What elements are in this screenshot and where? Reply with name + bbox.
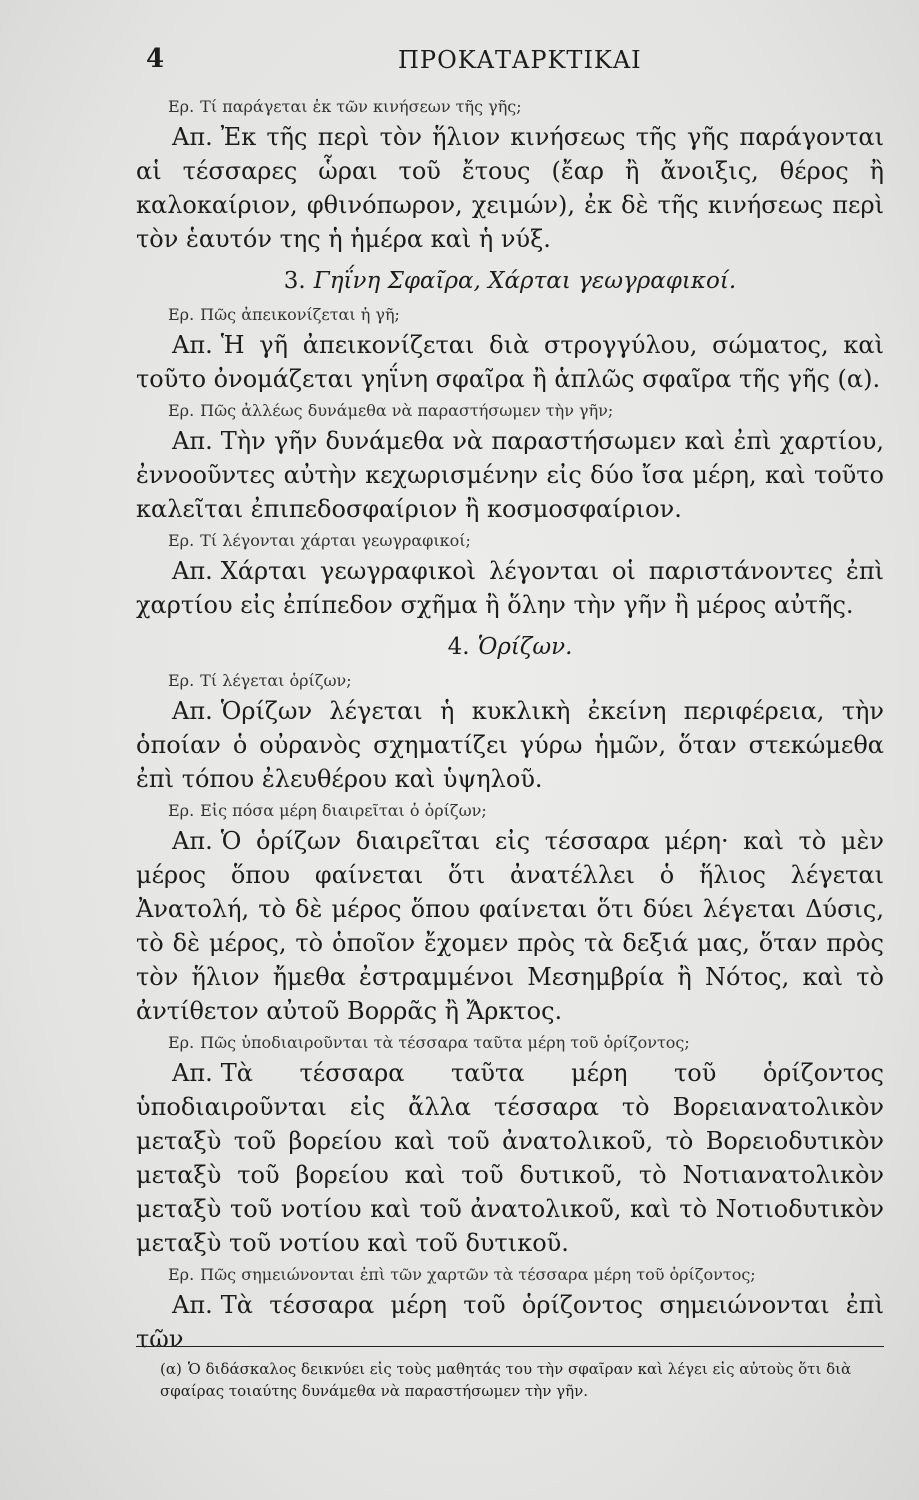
running-head: ΠΡΟΚΑΤΑΡΚΤΙΚΑΙ	[398, 46, 642, 74]
footnote-rule	[136, 1346, 884, 1347]
question-label: Ερ.	[168, 801, 195, 820]
question	[168, 530, 884, 552]
question	[168, 400, 884, 422]
question-text: Πῶς ἀπεικονίζεται ἡ γῆ;	[200, 305, 400, 324]
question	[168, 304, 884, 326]
answer-label: Απ.	[172, 1059, 213, 1087]
question-text: Τί λέγεται ὁρίζων;	[200, 671, 352, 690]
answer-text: Τὰ τέσσαρα μέρη τοῦ ὁρίζοντος σημειώνονται ἐπὶ τῶν	[136, 1291, 884, 1353]
section-title: Ὁρίζων.	[477, 634, 573, 660]
answer	[136, 694, 884, 796]
answer-label: Απ.	[172, 427, 213, 455]
answer-text: Τὴν γῆν δυνάμεθα νὰ παραστήσωμεν καὶ ἐπὶ χαρτίου, ἐννοοῦντες αὐτὴν κεχωρισμένην εἰς δύο ἴσα μέρη, καὶ τοῦτο καλεῖται ἐπιπεδοσφαίριον ἢ κοσμοσφαίριον.	[136, 427, 884, 523]
question-label: Ερ.	[168, 305, 195, 324]
answer-label: Απ.	[172, 331, 213, 359]
answer	[136, 328, 884, 396]
question-text: Τί παράγεται ἐκ τῶν κινήσεων τῆς γῆς;	[200, 97, 522, 116]
question-label: Ερ.	[168, 531, 195, 550]
answer	[136, 554, 884, 622]
answer	[136, 120, 884, 256]
answer-text: Ἡ γῆ ἀπεικονίζεται διὰ στρογγύλου, σώματος, καὶ τοῦτο ὀνομάζεται γηΐνη σφαῖρα ἢ ἁπλῶς σφαῖρα τῆς γῆς (α).	[136, 331, 884, 393]
answer	[136, 824, 884, 1028]
question	[168, 96, 884, 118]
question-label: Ερ.	[168, 1033, 195, 1052]
answer-label: Απ.	[172, 1291, 213, 1319]
section-number: 3.	[283, 268, 306, 294]
answer-label: Απ.	[172, 557, 213, 585]
page-body	[136, 92, 884, 1356]
question-text: Εἰς πόσα μέρη διαιρεῖται ὁ ὁρίζων;	[200, 801, 487, 820]
question-label: Ερ.	[168, 97, 195, 116]
question-label: Ερ.	[168, 401, 195, 420]
answer-text: Ἐκ τῆς περὶ τὸν ἥλιον κινήσεως τῆς γῆς παράγονται αἱ τέσσαρες ὧραι τοῦ ἔτους (ἔαρ ἢ ἄνοιξις, θέρος ἢ καλοκαίριον, φθινόπωρον, χειμών), ἐκ δὲ τῆς κινήσεως περὶ τὸν ἑαυτόν της ἡ ἡμέρα καὶ ἡ νύξ.	[136, 123, 884, 253]
question	[168, 1264, 884, 1286]
answer	[136, 424, 884, 526]
page-header	[0, 44, 919, 84]
section-heading	[136, 268, 884, 294]
question-label: Ερ.	[168, 1265, 195, 1284]
question	[168, 670, 884, 692]
question-label: Ερ.	[168, 671, 195, 690]
page-number: 4	[146, 44, 165, 74]
question-text: Πῶς σημειώνονται ἐπὶ τῶν χαρτῶν τὰ τέσσαρα μέρη τοῦ ὁρίζοντος;	[200, 1265, 756, 1284]
question-text: Πῶς ἀλλέως δυνάμεθα νὰ παραστήσωμεν τὴν γῆν;	[200, 401, 614, 420]
answer-text: Ὁρίζων λέγεται ἡ κυκλικὴ ἐκείνη περιφέρεια, τὴν ὁποίαν ὁ οὐρανὸς σχηματίζει γύρω ἡμῶν, ὅταν στεκώμεθα ἐπὶ τόπου ἐλευθέρου καὶ ὑψηλοῦ.	[136, 697, 884, 793]
answer-text: Χάρται γεωγραφικοὶ λέγονται οἱ παριστάνοντες ἐπὶ χαρτίου εἰς ἐπίπεδον σχῆμα ἢ ὅλην τὴν γῆν ἢ μέρος αὐτῆς.	[136, 557, 884, 619]
question	[168, 1032, 884, 1054]
section-heading	[136, 634, 884, 660]
section-number: 4.	[447, 634, 470, 660]
answer-label: Απ.	[172, 827, 213, 855]
footnote-mark: (α)	[160, 1360, 182, 1378]
answer-text: Ὁ ὁρίζων διαιρεῖται εἰς τέσσαρα μέρη· καὶ τὸ μὲν μέρος ὅπου φαίνεται ὅτι ἀνατέλλει ὁ ἥλιος λέγεται Ἀνατολή, τὸ δὲ μέρος ὅπου φαίνεται ὅτι δύει λέγεται Δύσις, τὸ δὲ μέρος, τὸ ὁποῖον ἔχομεν πρὸς τὰ δεξιά μας, ὅταν πρὸς τὸν ἥλιον ἤμεθα ἐστραμμένοι Μεσημβρία ἢ Νότος, καὶ τὸ ἀντίθετον αὐτοῦ Βορρᾶς ἢ Ἄρκτος.	[136, 827, 884, 1025]
answer-label: Απ.	[172, 697, 213, 725]
question-text: Πῶς ὑποδιαιροῦνται τὰ τέσσαρα ταῦτα μέρη τοῦ ὁρίζοντος;	[200, 1033, 690, 1052]
section-title: Γηΐνη Σφαῖρα, Χάρται γεωγραφικοί.	[313, 268, 737, 294]
footnote-text: Ὁ διδάσκαλος δεικνύει εἰς τοὺς μαθητάς του τὴν σφαῖραν καὶ λέγει εἰς αὐτοὺς ὅτι διὰ σφαίρας τοιαύτης δυνάμεθα νὰ παραστήσωμεν τὴν γῆν.	[160, 1360, 852, 1400]
answer	[136, 1056, 884, 1260]
question-text: Τί λέγονται χάρται γεωγραφικοί;	[200, 531, 471, 550]
answer-text: Τὰ τέσσαρα ταῦτα μέρη τοῦ ὁρίζοντος ὑποδιαιροῦνται εἰς ἄλλα τέσσαρα τὸ Βορειανατολικὸν μεταξὺ τοῦ βορείου καὶ τοῦ ἀνατολικοῦ, τὸ Βορειοδυτικὸν μεταξὺ τοῦ βορείου καὶ τοῦ δυτικοῦ, τὸ Νοτιανατολικὸν μεταξὺ τοῦ νοτίου καὶ τοῦ ἀνατολικοῦ, καὶ τὸ Νοτιοδυτικὸν μεταξὺ τοῦ νοτίου καὶ τοῦ δυτικοῦ.	[136, 1059, 884, 1257]
answer-label: Απ.	[172, 123, 213, 151]
footnote	[160, 1358, 890, 1402]
question	[168, 800, 884, 822]
